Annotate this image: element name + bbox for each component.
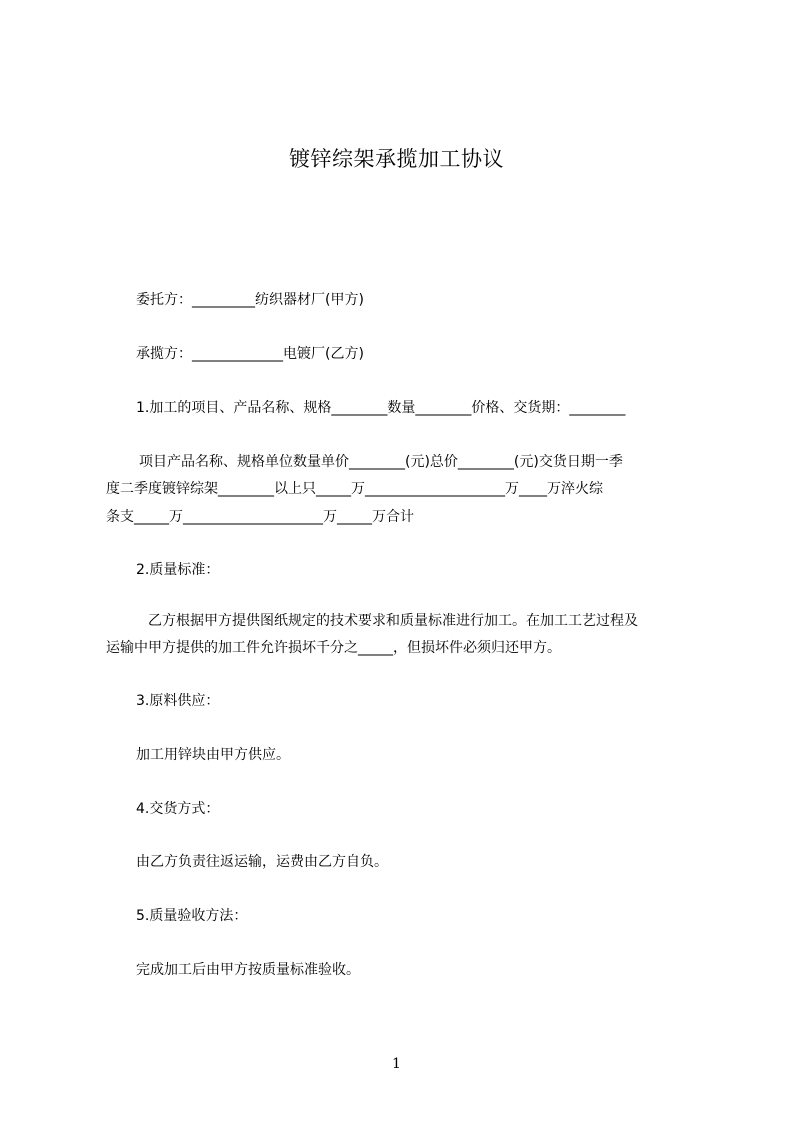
section-2-body-line-2: 运输中甲方提供的加工件允许损坏千分之_____，但损坏件必须归还甲方。 [106,640,561,656]
section-4-body: 由乙方负责往返运输，运费由乙方自负。 [136,854,388,870]
section-2-body-line-1: 乙方根据甲方提供图纸规定的技术要求和质量标准进行加工。在加工工艺过程及 [148,613,638,629]
section-5-body: 完成加工后由甲方按质量标准验收。 [136,962,360,978]
section-1-table-line-2: 度二季度镀锌综架________以上只_____万____________________万____万淬火综 [106,481,603,497]
section-2-heading: 2.质量标准： [136,562,220,578]
section-3-body: 加工用锌块由甲方供应。 [136,747,290,763]
section-1-heading: 1.加工的项目、产品名称、规格________数量________价格、交货期：________ [136,400,626,416]
section-3-heading: 3.原料供应： [136,693,220,709]
section-5-heading: 5.质量验收方法： [136,908,248,924]
section-1-table-line-1: 项目产品名称、规格单位数量单价________(元)总价________(元)交货日期一季 [139,454,623,470]
section-4-heading: 4.交货方式： [136,801,220,817]
client-line: 委托方：_________纺织器材厂(甲方) [136,292,364,308]
contractor-line: 承揽方：_____________电镀厂(乙方) [136,346,364,362]
document-title: 镀锌综架承揽加工协议 [289,147,504,171]
section-1-table-line-3: 条支_____万____________________万_____万合计 [106,509,414,525]
page-number: 1 [392,1056,401,1072]
